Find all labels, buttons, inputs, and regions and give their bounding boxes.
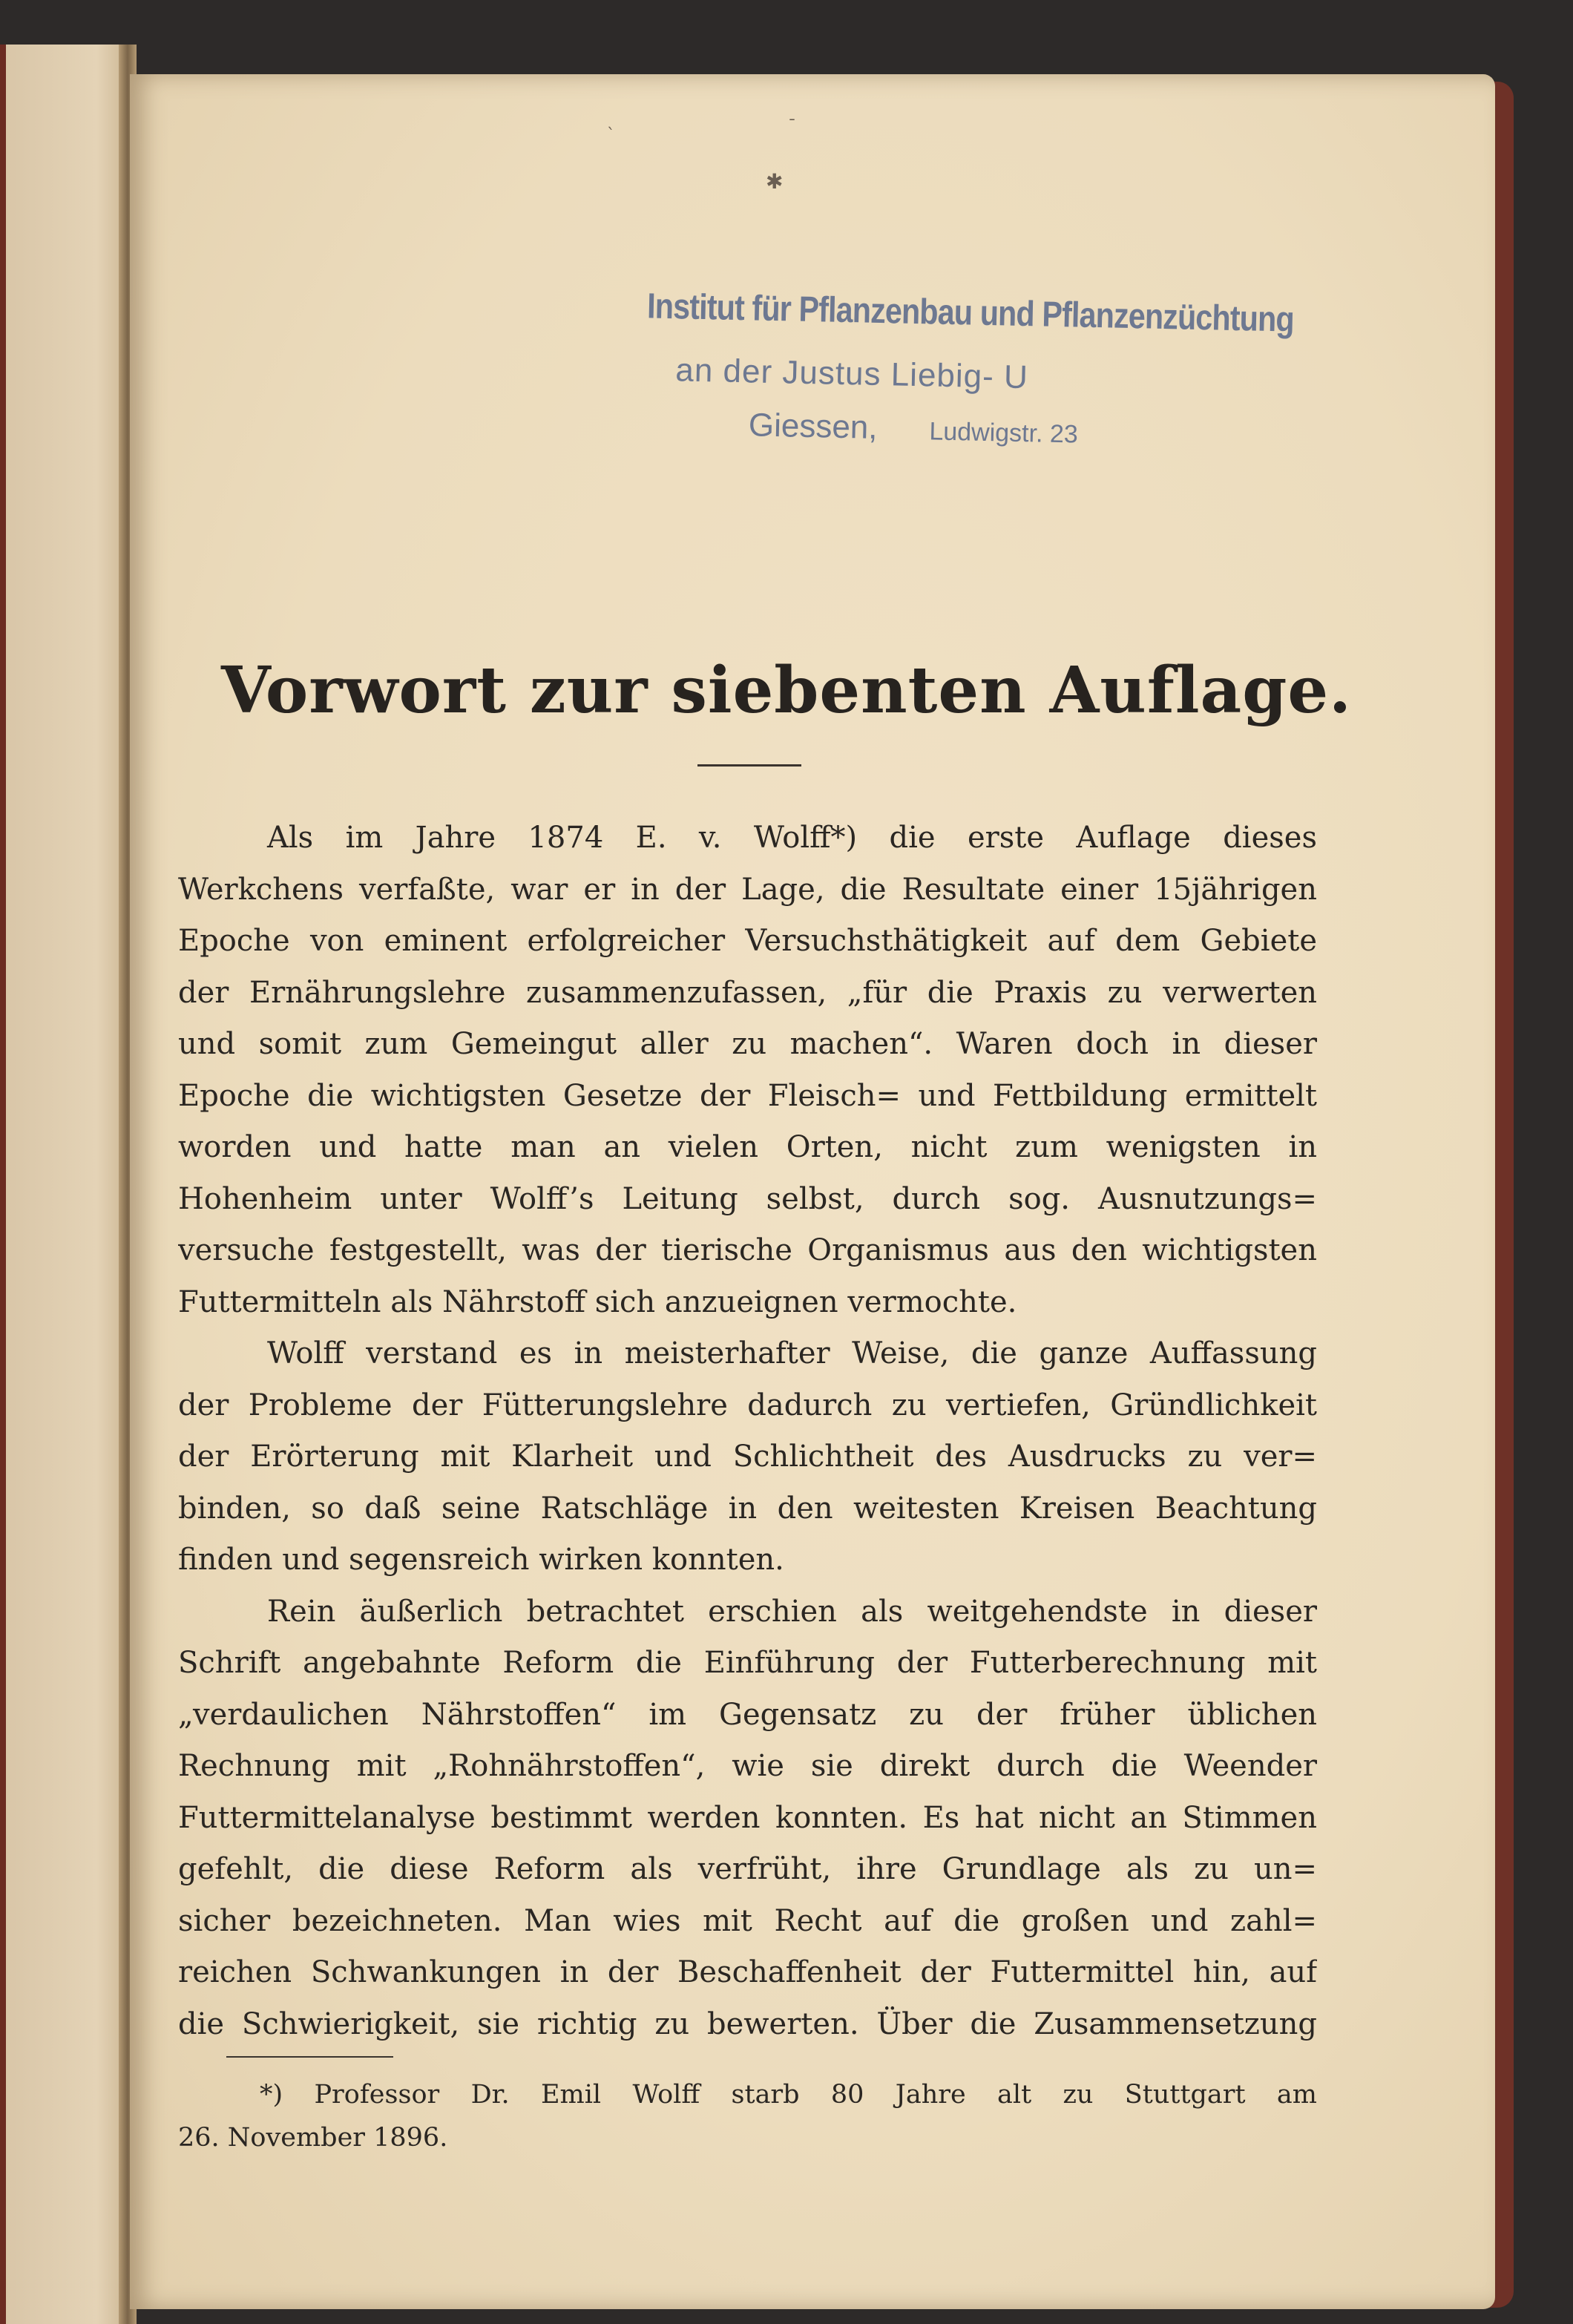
text-line: Wolff verstand es in meisterhafter Weise, die ganze Auffassung (267, 1336, 1317, 1371)
text-line: finden und segensreich wirken konnten. (178, 1543, 784, 1577)
text-line: Rein äußerlich betrachtet erschien als weitgehendste in dieser (267, 1594, 1317, 1629)
ink-speck: ˉ (788, 117, 796, 136)
text-line: reichen Schwankungen in der Beschaffenheit der Futtermittel hin, auf (178, 1955, 1317, 1989)
text-line: gefehlt, die diese Reform als verfrüht, ihre Grundlage als zu un= (178, 1852, 1317, 1886)
text-line: Als im Jahre 1874 E. v. Wolff*) die erste Auflage dieses (267, 821, 1317, 855)
footnote-divider (226, 2056, 393, 2058)
left-page-edge (0, 45, 136, 2324)
stamp-city: Giessen, (748, 407, 879, 446)
ink-speck: ✱ (766, 169, 784, 194)
paragraph (178, 813, 1317, 1328)
text-line: Epoche von eminent erfolgreicher Versuchsthätigkeit auf dem Gebiete (178, 924, 1317, 958)
paragraph (178, 1328, 1317, 1586)
text-line: Schrift angebahnte Reform die Einführung der Futterberechnung mit (178, 1646, 1317, 1680)
page-title: Vorwort zur siebenten Auflage. (221, 653, 1352, 728)
stamp-address-line (748, 407, 1078, 450)
footnote-line: *) Professor Dr. Emil Wolff starb 80 Jahre alt zu Stuttgart am (260, 2080, 1317, 2110)
footnote-line: 26. November 1896. (178, 2123, 448, 2153)
text-line: Epoche die wichtigsten Gesetze der Fleisch= und Fettbildung ermittelt (178, 1078, 1317, 1113)
text-line: „verdaulichen Nährstoffen“ im Gegensatz zu der früher üblichen (178, 1697, 1317, 1732)
footnote (178, 2073, 1317, 2159)
body-text (178, 813, 1317, 2050)
stamp-street: Ludwigstr. 23 (929, 417, 1079, 449)
text-line: der Ernährungslehre zusammenzufassen, „für die Praxis zu verwerten (178, 975, 1317, 1010)
text-line: der Probleme der Fütterungslehre dadurch zu vertiefen, Gründlichkeit (178, 1388, 1317, 1422)
text-line: Futtermittelanalyse bestimmt werden konnten. Es hat nicht an Stimmen (178, 1800, 1317, 1835)
text-line: versuche festgestellt, was der tierische Organismus aus den wichtigsten (178, 1233, 1317, 1267)
text-line: Hohenheim unter Wolff’s Leitung selbst, durch sog. Ausnutzungs= (178, 1181, 1317, 1216)
text-line: binden, so daß seine Ratschläge in den weitesten Kreisen Beachtung (178, 1491, 1317, 1526)
ink-speck: ˋ (607, 126, 615, 145)
paragraph (178, 1586, 1317, 2051)
stamp-university-line: an der Justus Liebig- U (674, 352, 1029, 396)
text-line: Rechnung mit „Rohnährstoffen“, wie sie direkt durch die Weender (178, 1749, 1317, 1783)
text-line: sicher bezeichneten. Man wies mit Recht auf die großen und zahl= (178, 1903, 1317, 1938)
text-line: Werkchens verfaßte, war er in der Lage, die Resultate einer 15jährigen (178, 872, 1317, 907)
text-line: Futtermitteln als Nährstoff sich anzueignen vermochte. (178, 1284, 1017, 1319)
text-line: die Schwierigkeit, sie richtig zu bewerten. Über die Zusammensetzung (178, 2006, 1317, 2041)
text-line: und somit zum Gemeingut aller zu machen“. Waren doch in dieser (178, 1027, 1317, 1061)
stamp-institute-line: Institut für Pflanzenbau und Pflanzenzüchtung (646, 286, 1295, 340)
library-stamp (643, 286, 1330, 493)
text-line: der Erörterung mit Klarheit und Schlichtheit des Ausdrucks zu ver= (178, 1440, 1317, 1474)
title-divider (697, 764, 801, 767)
text-line: worden und hatte man an vielen Orten, nicht zum wenigsten in (178, 1130, 1317, 1164)
